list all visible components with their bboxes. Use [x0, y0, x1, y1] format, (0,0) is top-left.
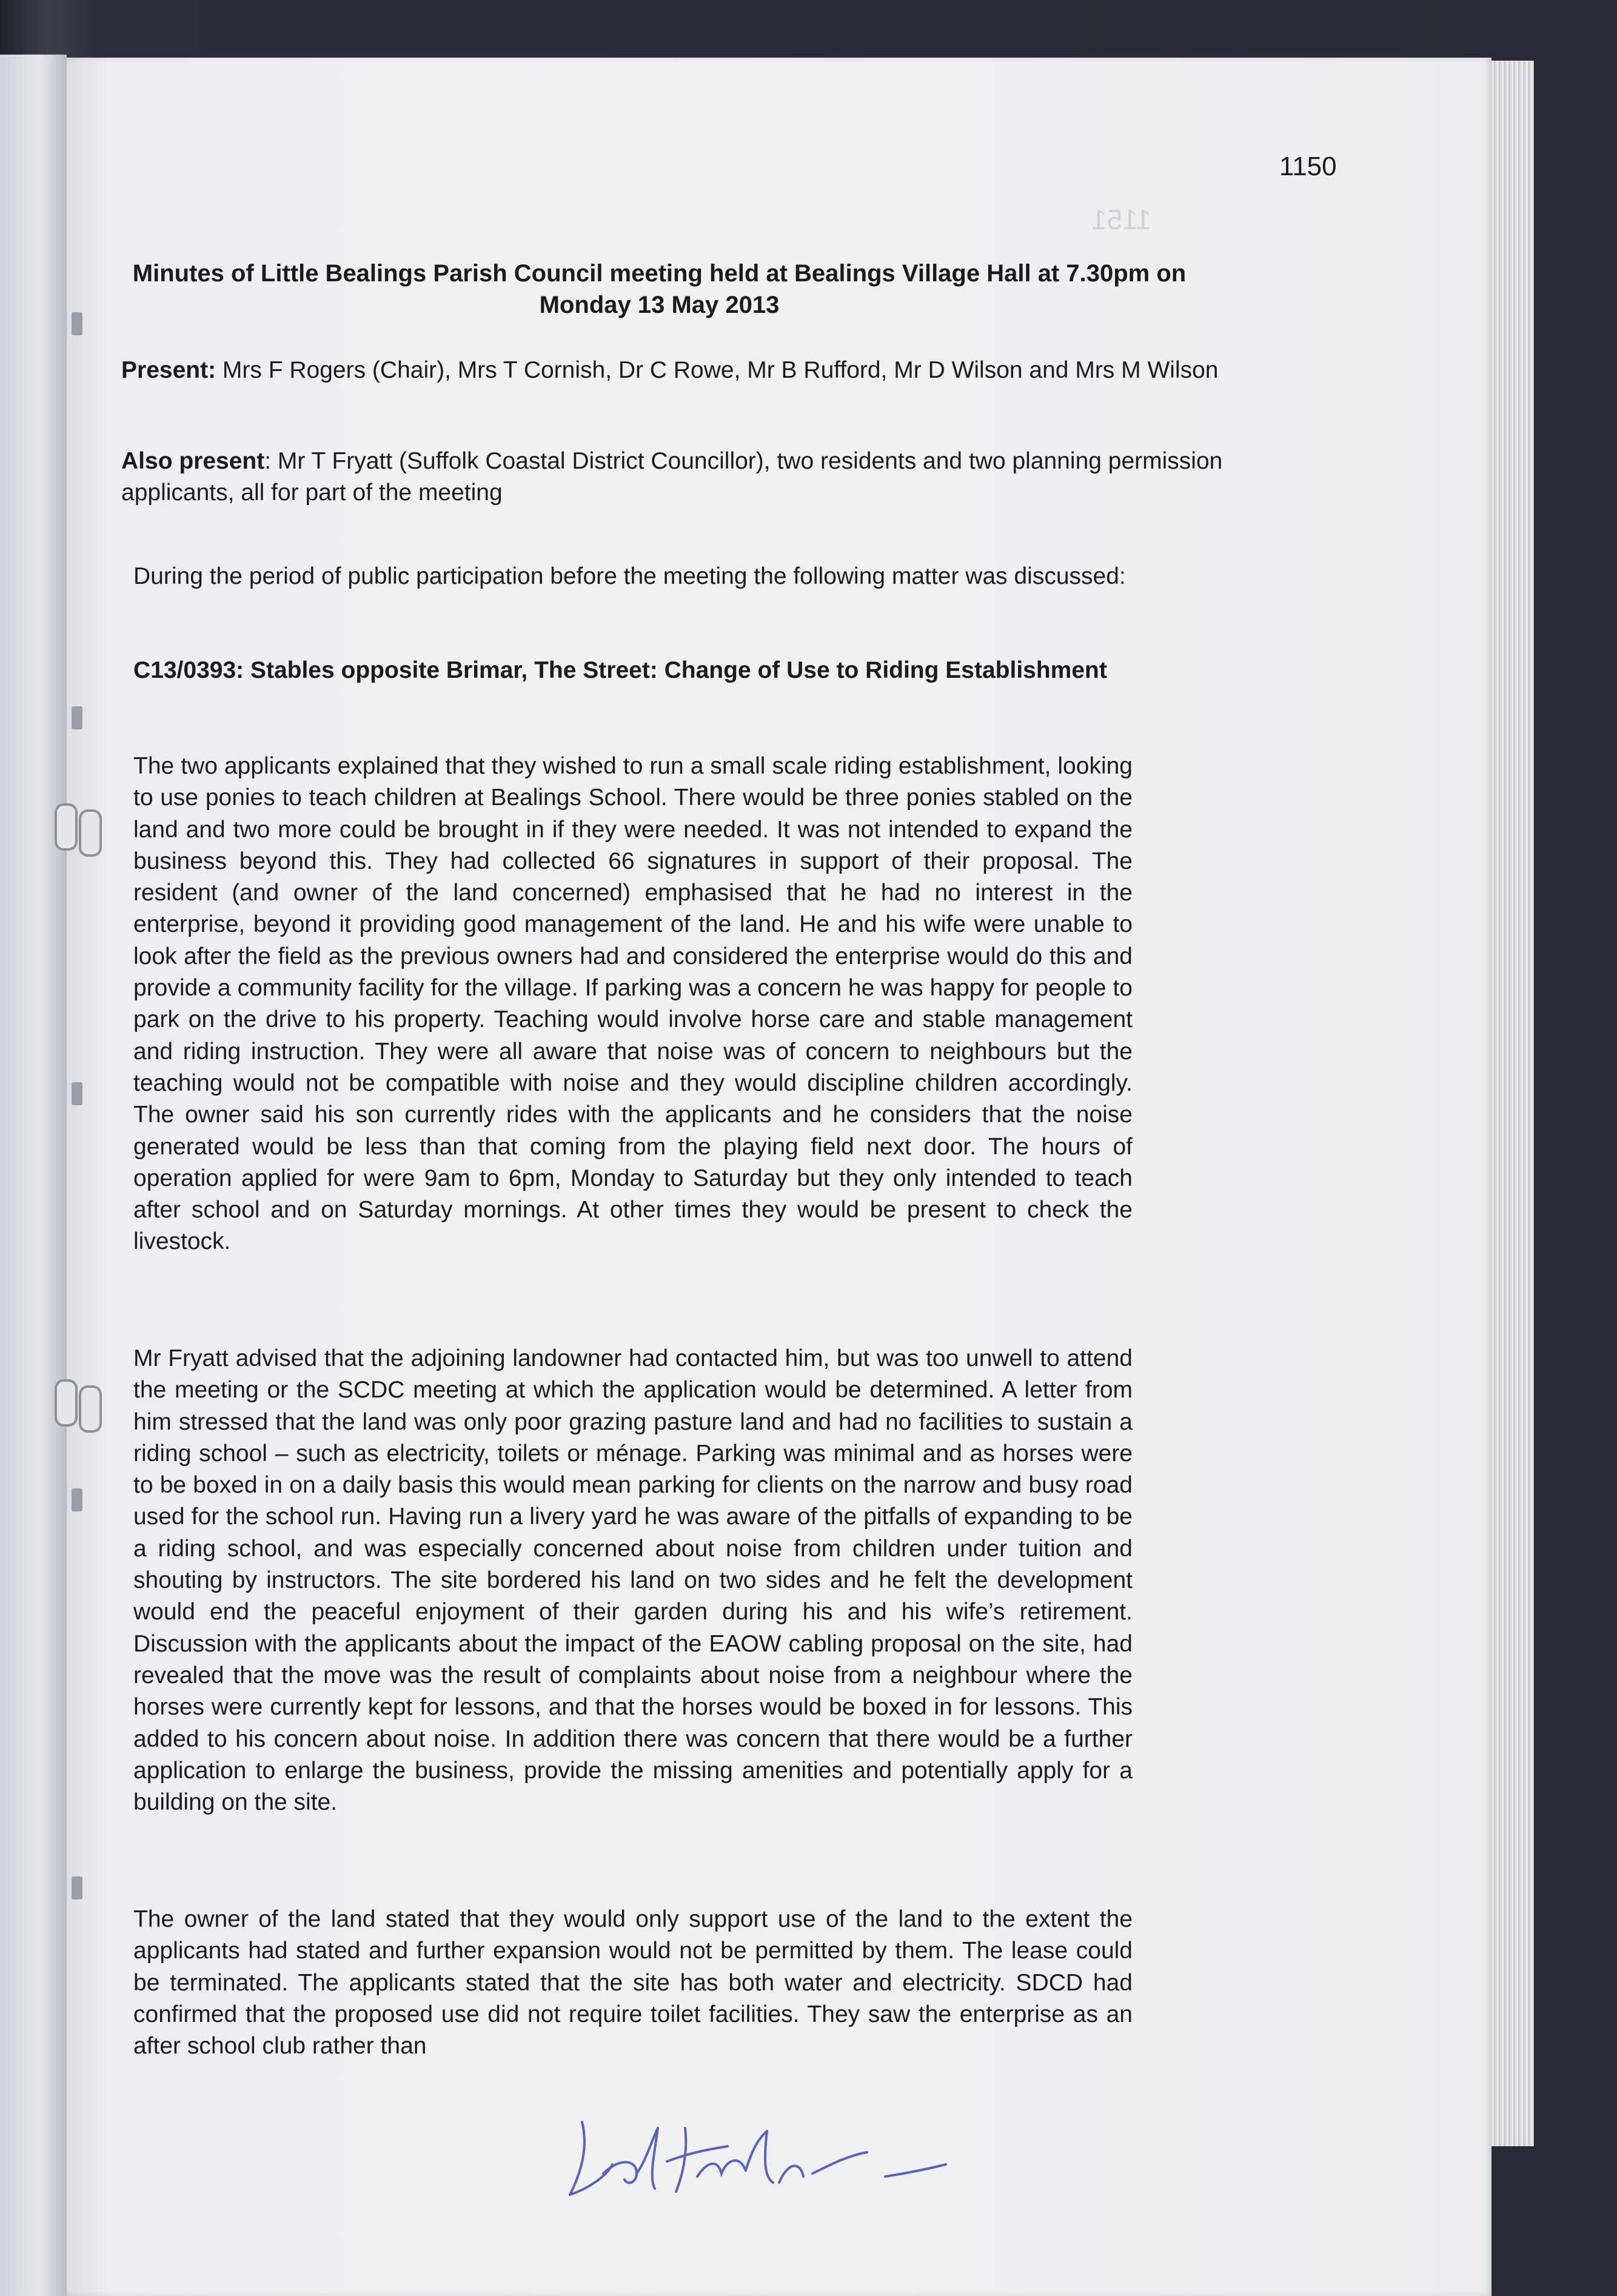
- show-through-text: 1151: [1091, 204, 1151, 235]
- binder-tab: [72, 1082, 82, 1105]
- body-paragraph: Mr Fryatt advised that the adjoining landowner had contacted him, but was too unwell to attend the meeting or the SCDC meeting at which the application would be determined. A letter from him stressed that the land was only poor grazing pasture land and had no facilities to sustain a riding school – such as electricity, toilets or ménage. Parking was minimal and as horses were to be boxed in on a daily basis this would mean parking for clients on the narrow and busy road used for the school run. Having run a livery yard he was aware of the pitfalls of expanding to be a riding school, and was especially concerned about noise from children under tuition and shouting by instructors. The site bordered his land on two sides and he felt the development would end the peaceful enjoyment of their garden during his and his wife’s retirement. Discussion with the applicants about the impact of the EAOW cabling proposal on the site, had revealed that the move was the result of complaints about noise from a neighbour where the horses were currently kept for lessons, and that the horses would be boxed in for lessons. This added to his concern about noise. In addition there was concern that there would be a further application to enlarge the business, provide the missing amenities and potentially apply for a building on the site.: [133, 1345, 1133, 1816]
- binder-ring: [55, 803, 78, 851]
- body-paragraph: The owner of the land stated that they would only support use of the land to the extent the applicants had stated and further expansion would not be permitted by them. The lease could be terminated. The applicants stated that the site has both water and electricity. SDCD had confirmed that the proposed use did not require toilet facilities. They saw the enterprise as an after school club rather than: [133, 1906, 1133, 2060]
- facing-page-edge: [0, 55, 67, 2296]
- also-present-line: [121, 446, 1316, 509]
- binder-ring: [79, 1385, 102, 1433]
- binder-tab: [72, 1488, 82, 1511]
- present-line: [121, 355, 1316, 386]
- page-number: 1150: [1279, 152, 1337, 181]
- intro-paragraph: During the period of public participation before the meeting the following matter was discussed:: [133, 563, 1126, 589]
- binder-ring: [55, 1379, 78, 1427]
- document-page: [67, 58, 1491, 2296]
- binder-tab: [72, 706, 82, 729]
- page-title: Minutes of Little Bealings Parish Council meeting held at Bealings Village Hall at 7.30pm on Monday 13 May 2013: [132, 260, 1187, 318]
- also-present-label: Also present: [121, 448, 265, 474]
- binder-tab: [72, 1876, 82, 1899]
- present-label: Present:: [121, 357, 216, 383]
- binder-tab: [72, 312, 82, 335]
- also-present-text: : Mr T Fryatt (Suffolk Coastal District Councillor), two residents and two planning permission applicants, all for part of the meeting: [121, 448, 1223, 506]
- handwritten-signature: [546, 2104, 970, 2207]
- section-heading: C13/0393: Stables opposite Brimar, The Street: Change of Use to Riding Establishment: [133, 657, 1107, 683]
- body-paragraph: The two applicants explained that they wished to run a small scale riding establishment, looking to use ponies to teach children at Bealings School. There would be three ponies stabled on the land and two more could be brought in if they were needed. It was not intended to expand the business beyond this. They had collected 66 signatures in support of their proposal. The resident (and owner of the land concerned) emphasised that he had no interest in the enterprise, beyond it providing good management of the land. He and his wife were unable to look after the field as the previous owners had and considered the enterprise would do this and provide a community facility for the village. If parking was a concern he was happy for people to park on the drive to his property. Teaching would involve horse care and stable management and riding instruction. They were all aware that noise was of concern to neighbours but the teaching would not be compatible with noise and they would discipline children accordingly. The owner said his son currently rides with the applicants and he considers that the noise generated would be less than that coming from the playing field next door. The hours of operation applied for were 9am to 6pm, Monday to Saturday but they only intended to teach after school and on Saturday mornings. At other times they would be present to check the livestock.: [133, 753, 1133, 1255]
- page-content: [121, 58, 1337, 2296]
- binder-ring: [79, 809, 102, 857]
- present-text: Mrs F Rogers (Chair), Mrs T Cornish, Dr C Rowe, Mr B Rufford, Mr D Wilson and Mrs M Wilson: [216, 357, 1219, 383]
